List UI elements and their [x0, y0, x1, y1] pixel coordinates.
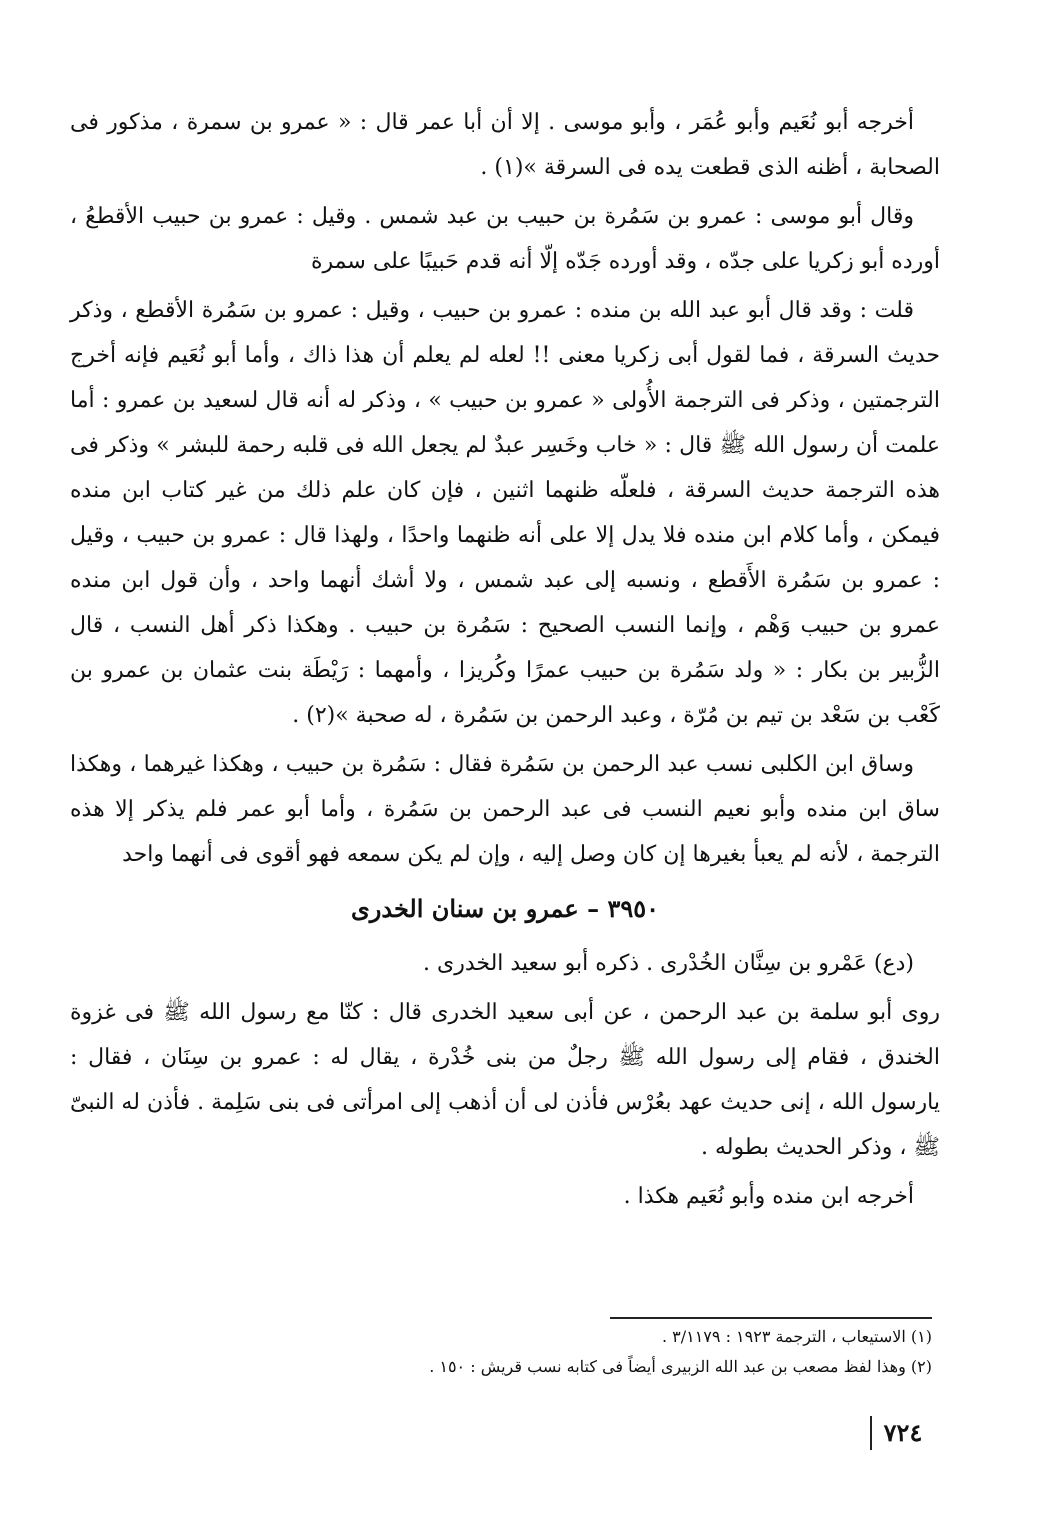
body-paragraph: قلت : وقد قال أبو عبد الله بن منده : عمرو بن حبيب ، وقيل : عمرو بن سَمُرة الأقطع ، وذكر حديث السرقة ، فما لقول أبى زكريا معنى !! لعله لم يعلم أن هذا ذاك ، وأما أبو نُعَيم فإنه أخرج الترجمتين ، وذكر فى الترجمة الأُولى « عمرو بن حبيب » ، وذكر له أنه قال لسعيد بن عمرو : أما علمت أن رسول الله ﷺ قال : « خاب وخَسِر عبدٌ لم يجعل الله فى قلبه رحمة للبشر » وذكر فى هذه الترجمة حديث السرقة ، فلعلّه ظنهما اثنين ، فإن كان علم ذلك من غير كتاب ابن منده فيمكن ، وأما كلام ابن منده فلا يدل إلا على أنه ظنهما واحدًا ، ولهذا قال : عمرو بن حبيب ، وقيل : عمرو بن سَمُرة الأَقطع ، ونسبه إلى عبد شمس ، ولا أشك أنهما واحد ، وأن قول ابن منده عمرو بن حبيب وَهْم ، وإنما النسب الصحيح : سَمُرة بن حبيب . وهكذا ذكر أهل النسب ، قال الزُّبير بن بكار : « ولد سَمُرة بن حبيب عمرًا وكُريزا ، وأمهما : رَيْطَة بنت عثمان بن عمرو بن كَعْب بن سَعْد بن تيم بن مُرّة ، وعبد الرحمن بن سَمُرة ، له صحبة »(٢) . [70, 298, 940, 728]
page-number: ٧٢٤ [870, 1416, 934, 1450]
body-paragraph: وقال أبو موسى : عمرو بن سَمُرة بن حبيب بن عبد شمس . وقيل : عمرو بن حبيب الأقطعُ ، أورده أبو زكريا على جدّه ، وقد أورده جَدّه إلّا أنه قدم حَبيبًا على سمرة [70, 204, 940, 274]
footnotes [330, 1322, 932, 1382]
body-paragraph: أخرجه أبو نُعَيم وأبو عُمَر ، وأبو موسى . إلا أن أبا عمر قال : « عمرو بن سمرة ، مذكور فى الصحابة ، أظنه الذى قطعت يده فى السرقة »(١) . [70, 110, 940, 180]
entry-paragraph: روى أبو سلمة بن عبد الرحمن ، عن أبى سعيد الخدرى قال : كنّا مع رسول الله ﷺ فى غزوة الخندق ، فقام إلى رسول الله ﷺ رجلٌ من بنى خُدْرة ، يقال له : عمرو بن سِنَان ، فقال : يارسول الله ، إنى حديث عهد بعُرْس فأذن لى أن أذهب إلى امرأتى فى بنى سَلِمة . فأذن له النبىّ ﷺ ، وذكر الحديث بطوله . [70, 1000, 940, 1160]
entry-heading: ٣٩٥٠ – عمرو بن سنان الخدرى [350, 894, 660, 923]
footnote: (١) الاستيعاب ، الترجمة ١٩٢٣ : ٣/١١٧٩ . [661, 1327, 932, 1346]
footnote-divider [610, 1317, 932, 1319]
entry-paragraph: أخرجه ابن منده وأبو نُعَيم هكذا . [623, 1184, 914, 1209]
body-paragraph: وساق ابن الكلبى نسب عبد الرحمن بن سَمُرة فقال : سَمُرة بن حبيب ، وهكذا غيرهما ، وهكذا ساق ابن منده وأبو نعيم النسب فى عبد الرحمن بن سَمُرة ، وأما أبو عمر فلم يذكر إلا هذه الترجمة ، لأنه لم يعبأ بغيرها إن كان وصل إليه ، وإن لم يكن سمعه فهو أقوى فى أنهما واحد [70, 752, 940, 867]
entry-paragraph: (دع) عَمْرو بن سِنَّان الخُدْرى . ذكره أبو سعيد الخدرى . [422, 951, 914, 976]
page-body [70, 100, 940, 1223]
footnote: (٢) وهذا لفظ مصعب بن عبد الله الزبيرى أيضاً فى كتابه نسب قريش : ١٥٠ . [429, 1357, 932, 1376]
